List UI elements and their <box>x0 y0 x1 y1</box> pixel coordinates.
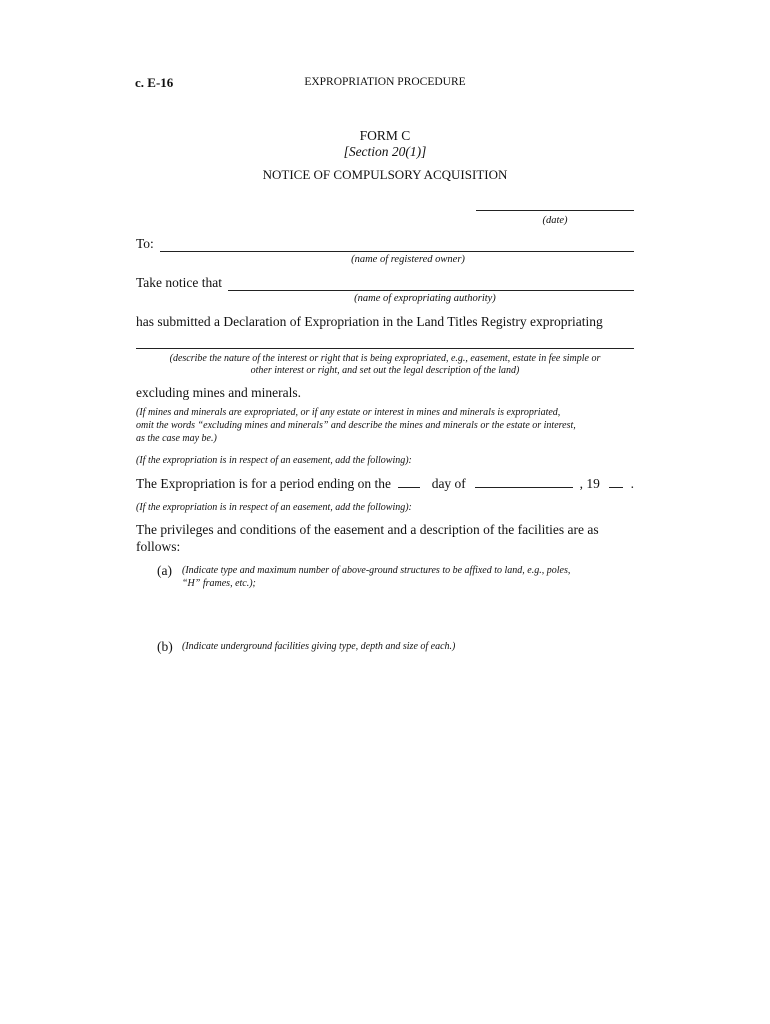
date-field-line[interactable] <box>476 200 634 211</box>
form-title: FORM C <box>359 128 411 143</box>
period-year-prefix: , 19 <box>579 476 600 491</box>
date-caption: (date) <box>542 215 568 226</box>
take-notice-row <box>136 275 634 291</box>
expropriating-authority-caption: (name of expropriating authority) <box>354 293 496 304</box>
chapter-reference: c. E-16 <box>135 75 174 90</box>
day-field-line[interactable] <box>398 476 420 488</box>
item-b-label: (b) <box>157 639 173 654</box>
privileges-line-2: follows: <box>136 539 181 554</box>
to-row <box>136 236 634 252</box>
month-field-line[interactable] <box>475 476 573 488</box>
form-section: [Section 20(1)] <box>343 144 427 159</box>
running-title: EXPROPRIATION PROCEDURE <box>304 76 466 88</box>
registered-owner-field-line[interactable] <box>160 239 634 252</box>
form-heading: NOTICE OF COMPULSORY ACQUISITION <box>262 167 508 182</box>
registered-owner-caption: (name of registered owner) <box>351 254 465 265</box>
easement-note-1: (If the expropriation is in respect of an easement, add the following): <box>136 455 412 466</box>
mines-note-line-1: (If mines and minerals are expropriated, or if any estate or interest in mines and minerals is expropriated, <box>136 407 561 418</box>
mines-note-line-3: as the case may be.) <box>136 433 217 444</box>
take-notice-label: Take notice that <box>136 275 223 290</box>
interest-caption-line-1: (describe the nature of the interest or right that is being expropriated, e.g., easement, estate in fee simple or <box>169 353 601 364</box>
year-field-line[interactable] <box>609 476 623 488</box>
item-a-line-2: “H” frames, etc.); <box>182 578 256 589</box>
item-a-line-1: (Indicate type and maximum number of above-ground structures to be affixed to land, e.g., poles, <box>182 565 571 576</box>
period-row <box>136 476 634 492</box>
period-day-of: day of <box>431 476 466 491</box>
declaration-text: has submitted a Declaration of Expropriation in the Land Titles Registry expropriating <box>136 314 603 329</box>
privileges-line-1: The privileges and conditions of the easement and a description of the facilities are as <box>136 522 599 537</box>
expropriating-authority-field-line[interactable] <box>228 278 634 291</box>
period-end: . <box>630 476 634 491</box>
period-prefix: The Expropriation is for a period ending on the <box>136 476 391 491</box>
interest-caption-line-2: other interest or right, and set out the legal description of the land) <box>250 365 520 376</box>
interest-description-field-line[interactable] <box>136 338 634 349</box>
mines-note-line-2: omit the words “excluding mines and minerals” and describe the mines and minerals or the estate or interest, <box>136 420 576 431</box>
item-b-text: (Indicate underground facilities giving type, depth and size of each.) <box>182 641 456 652</box>
to-label: To: <box>136 236 154 251</box>
easement-note-2: (If the expropriation is in respect of an easement, add the following): <box>136 502 412 513</box>
item-a-label: (a) <box>157 563 172 578</box>
excluding-mines-text: excluding mines and minerals. <box>136 385 301 400</box>
